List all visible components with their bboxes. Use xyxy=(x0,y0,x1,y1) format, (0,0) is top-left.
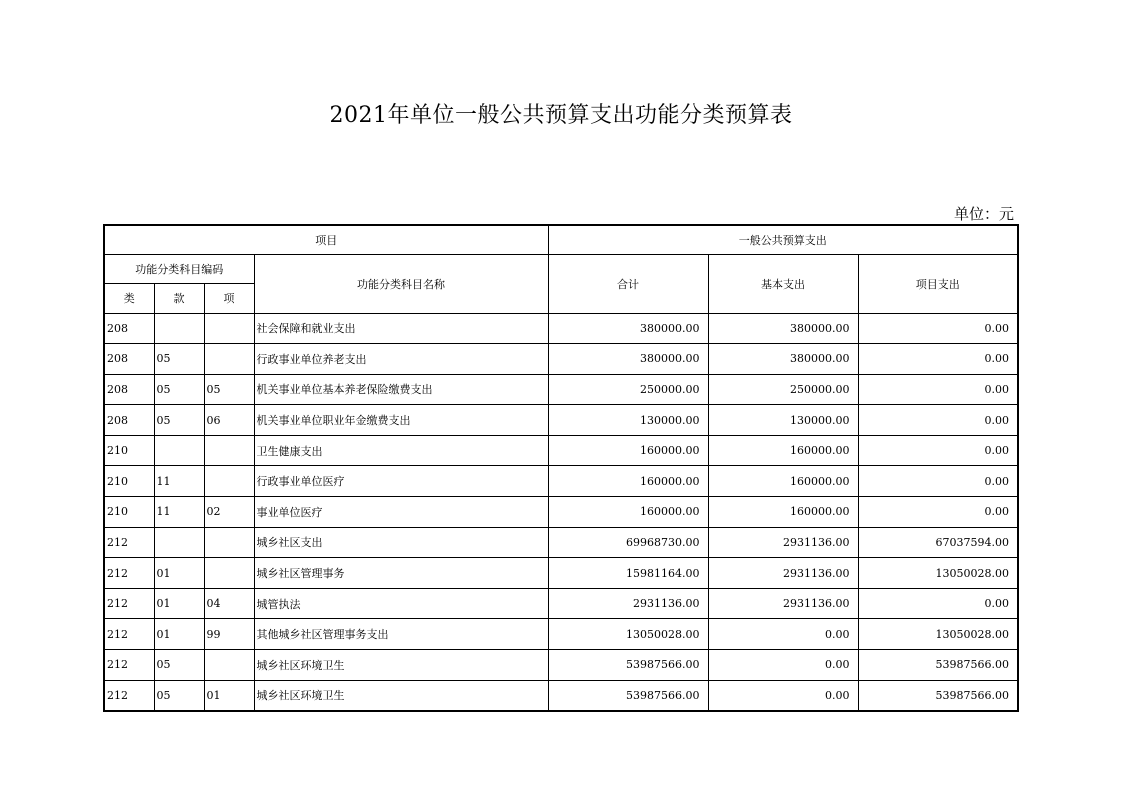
cell-project: 0.00 xyxy=(858,374,1018,405)
cell-basic: 2931136.00 xyxy=(708,588,858,619)
cell-lei: 208 xyxy=(104,344,154,375)
cell-lei: 210 xyxy=(104,435,154,466)
table-row xyxy=(104,405,1018,436)
cell-xiang xyxy=(204,344,254,375)
cell-xiang xyxy=(204,313,254,344)
cell-basic: 380000.00 xyxy=(708,313,858,344)
cell-name: 机关事业单位职业年金缴费支出 xyxy=(254,405,548,436)
header-name: 功能分类科目名称 xyxy=(254,254,548,313)
cell-project: 0.00 xyxy=(858,435,1018,466)
cell-xiang: 04 xyxy=(204,588,254,619)
cell-name: 卫生健康支出 xyxy=(254,435,548,466)
cell-total: 15981164.00 xyxy=(548,558,708,589)
cell-xiang xyxy=(204,558,254,589)
cell-name: 城乡社区环境卫生 xyxy=(254,650,548,681)
header-project: 项目 xyxy=(104,225,548,254)
cell-xiang xyxy=(204,466,254,497)
cell-project: 13050028.00 xyxy=(858,558,1018,589)
cell-basic: 0.00 xyxy=(708,619,858,650)
cell-kuan: 01 xyxy=(154,588,204,619)
header-lei: 类 xyxy=(104,283,154,313)
cell-kuan: 01 xyxy=(154,558,204,589)
cell-basic: 0.00 xyxy=(708,680,858,711)
cell-total: 130000.00 xyxy=(548,405,708,436)
cell-project: 67037594.00 xyxy=(858,527,1018,558)
cell-name: 行政事业单位医疗 xyxy=(254,466,548,497)
table-row xyxy=(104,374,1018,405)
cell-xiang xyxy=(204,435,254,466)
table-row xyxy=(104,344,1018,375)
cell-project: 0.00 xyxy=(858,497,1018,528)
cell-basic: 250000.00 xyxy=(708,374,858,405)
cell-xiang: 06 xyxy=(204,405,254,436)
cell-lei: 212 xyxy=(104,619,154,650)
table-row xyxy=(104,466,1018,497)
cell-name: 事业单位医疗 xyxy=(254,497,548,528)
cell-total: 53987566.00 xyxy=(548,680,708,711)
cell-basic: 160000.00 xyxy=(708,497,858,528)
table-row xyxy=(104,558,1018,589)
cell-name: 城乡社区环境卫生 xyxy=(254,680,548,711)
cell-name: 城乡社区管理事务 xyxy=(254,558,548,589)
cell-project: 0.00 xyxy=(858,313,1018,344)
header-total: 合计 xyxy=(548,254,708,313)
cell-basic: 2931136.00 xyxy=(708,527,858,558)
cell-basic: 160000.00 xyxy=(708,435,858,466)
cell-kuan: 05 xyxy=(154,344,204,375)
cell-kuan: 05 xyxy=(154,650,204,681)
header-xiang: 项 xyxy=(204,283,254,313)
cell-lei: 212 xyxy=(104,680,154,711)
header-general-budget: 一般公共预算支出 xyxy=(548,225,1018,254)
cell-xiang xyxy=(204,527,254,558)
cell-project: 0.00 xyxy=(858,466,1018,497)
cell-project: 0.00 xyxy=(858,588,1018,619)
cell-lei: 210 xyxy=(104,466,154,497)
cell-lei: 210 xyxy=(104,497,154,528)
cell-project: 13050028.00 xyxy=(858,619,1018,650)
table-row xyxy=(104,619,1018,650)
cell-kuan xyxy=(154,313,204,344)
cell-name: 城管执法 xyxy=(254,588,548,619)
table-row xyxy=(104,497,1018,528)
cell-kuan: 11 xyxy=(154,466,204,497)
cell-name: 社会保障和就业支出 xyxy=(254,313,548,344)
cell-basic: 160000.00 xyxy=(708,466,858,497)
page-title: 2021年单位一般公共预算支出功能分类预算表 xyxy=(329,103,793,128)
cell-basic: 130000.00 xyxy=(708,405,858,436)
cell-lei: 212 xyxy=(104,558,154,589)
cell-total: 380000.00 xyxy=(548,344,708,375)
header-code-group: 功能分类科目编码 xyxy=(104,254,254,283)
cell-total: 2931136.00 xyxy=(548,588,708,619)
cell-total: 380000.00 xyxy=(548,313,708,344)
cell-total: 160000.00 xyxy=(548,435,708,466)
cell-basic: 380000.00 xyxy=(708,344,858,375)
cell-lei: 208 xyxy=(104,374,154,405)
table-row xyxy=(104,588,1018,619)
cell-lei: 208 xyxy=(104,405,154,436)
cell-kuan: 05 xyxy=(154,405,204,436)
cell-name: 行政事业单位养老支出 xyxy=(254,344,548,375)
table-row xyxy=(104,650,1018,681)
cell-basic: 0.00 xyxy=(708,650,858,681)
cell-xiang xyxy=(204,650,254,681)
cell-total: 69968730.00 xyxy=(548,527,708,558)
cell-total: 53987566.00 xyxy=(548,650,708,681)
cell-kuan: 01 xyxy=(154,619,204,650)
cell-lei: 212 xyxy=(104,588,154,619)
cell-lei: 208 xyxy=(104,313,154,344)
cell-kuan xyxy=(154,435,204,466)
cell-name: 机关事业单位基本养老保险缴费支出 xyxy=(254,374,548,405)
cell-kuan xyxy=(154,527,204,558)
cell-basic: 2931136.00 xyxy=(708,558,858,589)
cell-name: 其他城乡社区管理事务支出 xyxy=(254,619,548,650)
table-row xyxy=(104,435,1018,466)
cell-total: 160000.00 xyxy=(548,466,708,497)
cell-lei: 212 xyxy=(104,650,154,681)
table-row xyxy=(104,527,1018,558)
cell-xiang: 99 xyxy=(204,619,254,650)
cell-name: 城乡社区支出 xyxy=(254,527,548,558)
cell-xiang: 01 xyxy=(204,680,254,711)
table-row xyxy=(104,313,1018,344)
header-basic: 基本支出 xyxy=(708,254,858,313)
header-project-exp: 项目支出 xyxy=(858,254,1018,313)
cell-total: 160000.00 xyxy=(548,497,708,528)
cell-project: 53987566.00 xyxy=(858,650,1018,681)
cell-xiang: 02 xyxy=(204,497,254,528)
unit-label: 单位：元 xyxy=(953,205,1014,223)
cell-project: 53987566.00 xyxy=(858,680,1018,711)
cell-kuan: 05 xyxy=(154,680,204,711)
header-kuan: 款 xyxy=(154,283,204,313)
cell-total: 250000.00 xyxy=(548,374,708,405)
cell-project: 0.00 xyxy=(858,344,1018,375)
table-row xyxy=(104,680,1018,711)
budget-table xyxy=(103,224,1019,712)
cell-project: 0.00 xyxy=(858,405,1018,436)
cell-kuan: 11 xyxy=(154,497,204,528)
cell-xiang: 05 xyxy=(204,374,254,405)
cell-lei: 212 xyxy=(104,527,154,558)
cell-kuan: 05 xyxy=(154,374,204,405)
cell-total: 13050028.00 xyxy=(548,619,708,650)
